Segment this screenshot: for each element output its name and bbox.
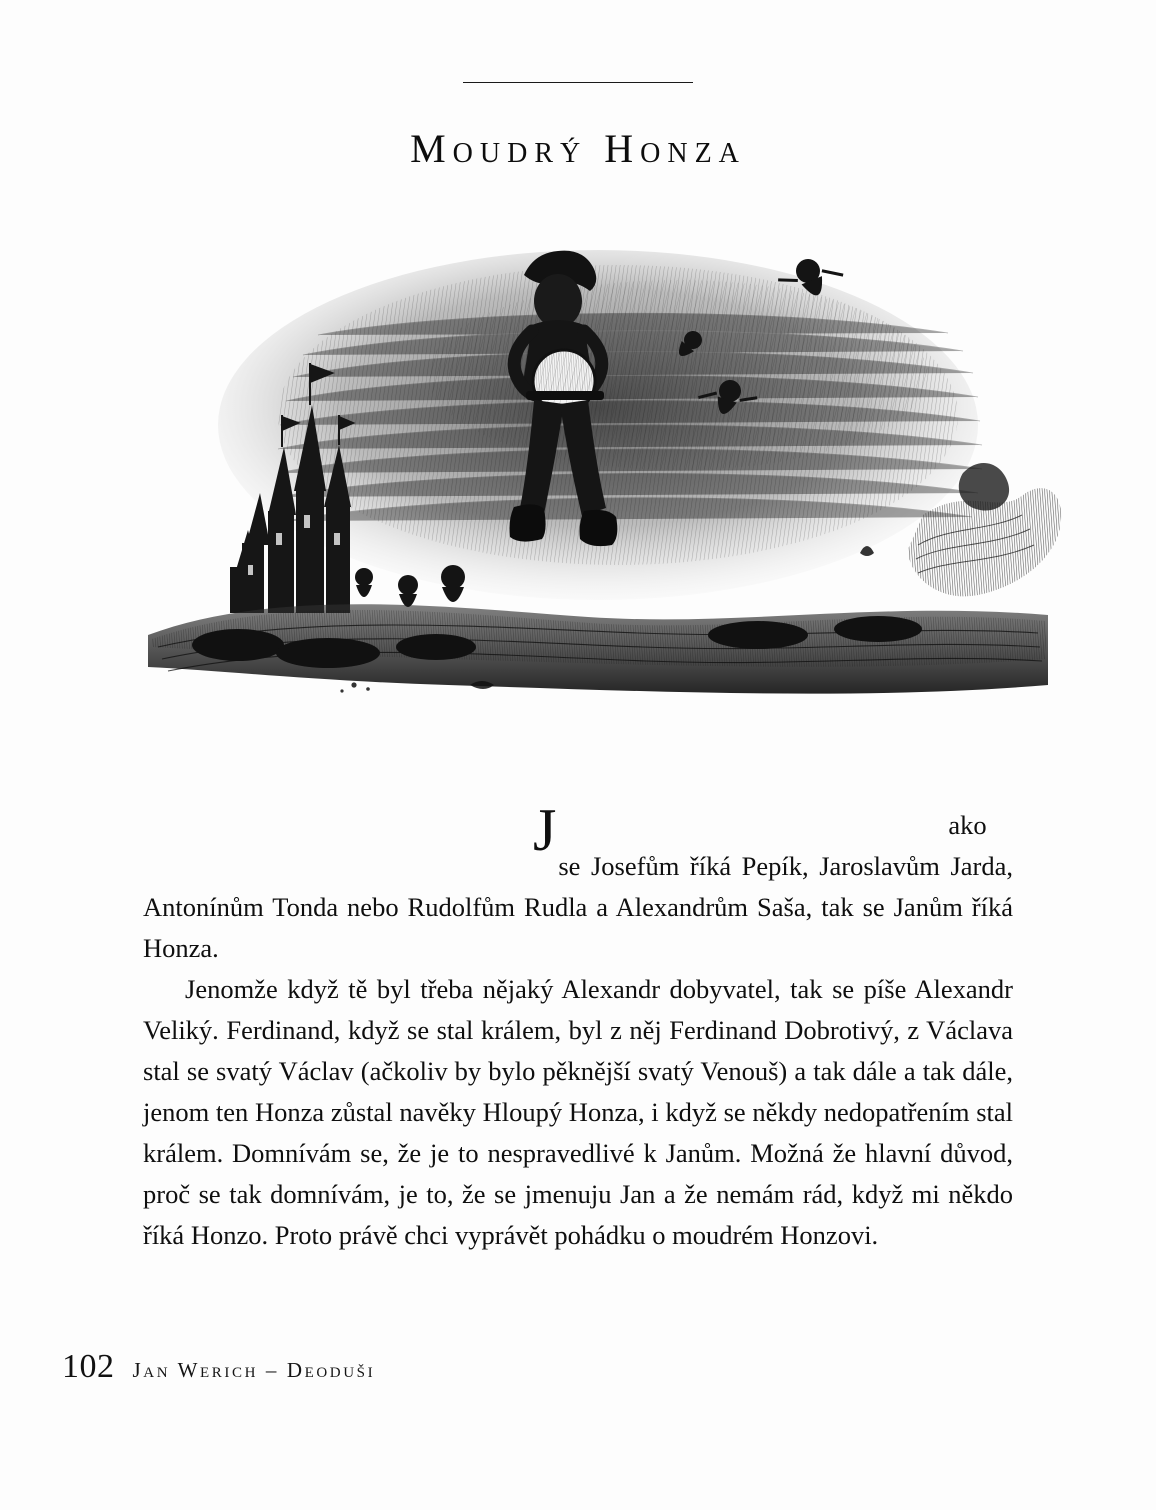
drop-cap: J [533, 797, 557, 863]
paragraph-first-text: ako se Josefům říká Pepík, Jaroslavům Jarda, Antonínům Tonda nebo Rudolfům Rudla a Alexandrům Saša, tak se Janům říká Honza. [143, 810, 1013, 963]
chapter-illustration [118, 215, 1068, 715]
body-text [143, 797, 1013, 1256]
paragraph-second: Jenomže když tě byl třeba nějaký Alexandr dobyvatel, tak se píše Alexandr Veliký. Ferdinand, když se stal králem, byl z něj Ferdinand Dobrotivý, z Václava stal se svatý Václav (ačkoliv by bylo pěknější svatý Venouš) a tak dále a tak dále, jenom ten Honza zůstal navěky Hloupý Honza, i když se někdy nedopatřením stal králem. Domnívám se, že je to nespravedlivé k Janům. Možná že hlavní důvod, proč se tak domnívám, je to, že se jmenuju Jan a že nemám rád, když mi někdo říká Honzo. Proto právě chci vyprávět pohádku o moudrém Honzovi. [143, 974, 1013, 1250]
page-number: 102 [62, 1348, 115, 1385]
running-head: Jan Werich – Deoduši [132, 1358, 376, 1382]
illustration-ground [148, 604, 1048, 693]
title-divider-rule [463, 82, 693, 83]
page-footer [62, 1348, 375, 1386]
page-title: Moudrý Honza [410, 125, 746, 171]
paragraph-first [143, 797, 1013, 969]
